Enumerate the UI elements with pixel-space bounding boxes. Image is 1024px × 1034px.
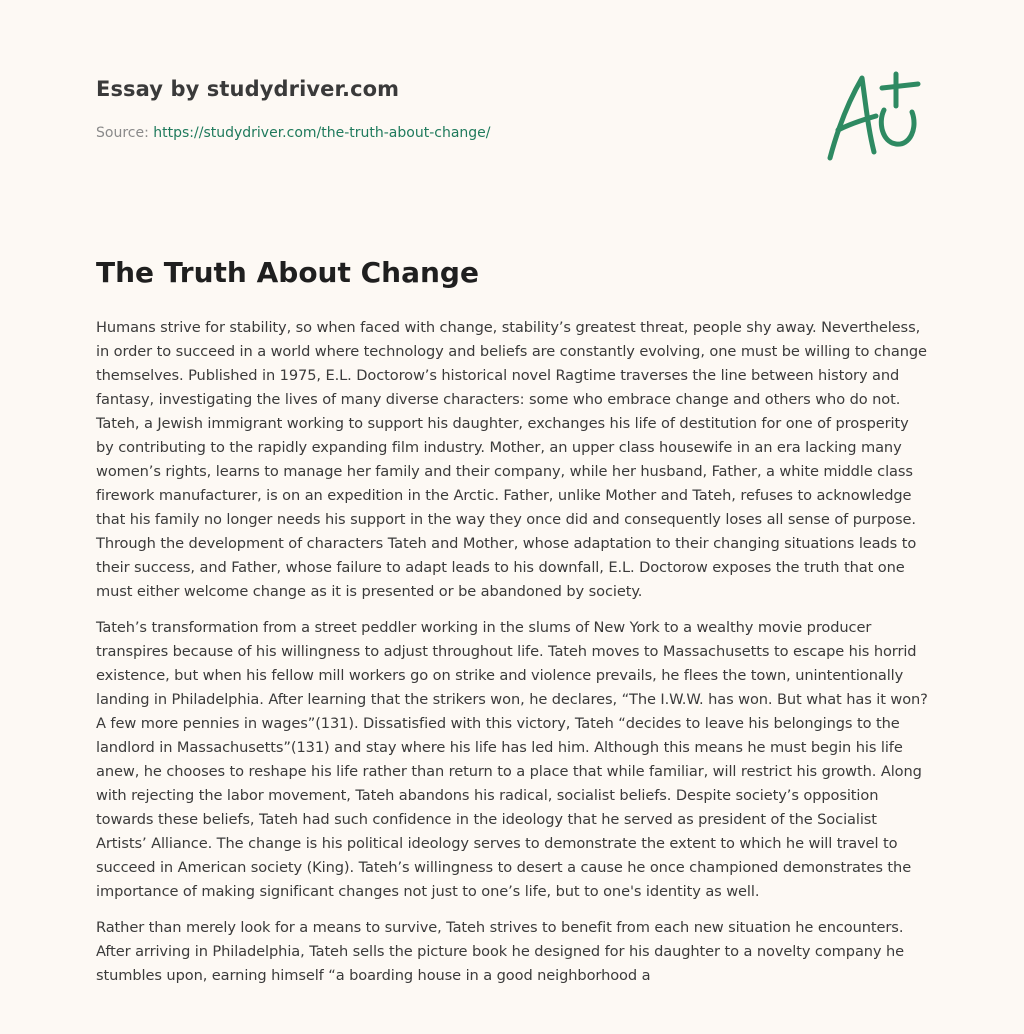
source-line bbox=[96, 125, 491, 141]
source-label: Source: bbox=[96, 125, 149, 141]
essay-body bbox=[96, 316, 930, 1000]
essay-title: The Truth About Change bbox=[96, 256, 479, 289]
essay-paragraph-3: Rather than merely look for a means to survive, Tateh strives to benefit from each new situation he encounters. After arriving in Philadelphia, Tateh sells the picture book he designed for his daughter to a novelty company he stumbles upon, earning himself “a boarding house in a good neighborhood a bbox=[96, 919, 905, 984]
source-link[interactable]: https://studydriver.com/the-truth-about-change/ bbox=[153, 125, 491, 141]
a-plus-grade-icon bbox=[822, 66, 932, 166]
site-header-title: Essay by studydriver.com bbox=[96, 77, 400, 101]
essay-paragraph-1: Humans strive for stability, so when faced with change, stability’s greatest threat, people shy away. Nevertheless, in order to succeed in a world where technology and beliefs are constantly evolving, one must be willing to change themselves. Published in 1975, E.L. Doctorow’s historical novel Ragtime traverses the line between history and fantasy, investigating the lives of many diverse characters: some who embrace change and others who do not. Tateh, a Jewish immigrant working to support his daughter, exchanges his life of destitution for one of prosperity by contributing to the rapidly expanding film industry. Mother, an upper class housewife in an era lacking many women’s rights, learns to manage her family and their company, while her husband, Father, a white middle class firework manufacturer, is on an expedition in the Arctic. Father, unlike Mother and Tateh, refuses to acknowledge that his family no longer needs his support in the way they once did and consequently loses all sense of purpose. Through the development of characters Tateh and Mother, whose adaptation to their changing situations leads to their success, and Father, whose failure to adapt leads to his downfall, E.L. Doctorow exposes the truth that one must either welcome change as it is presented or be abandoned by society. bbox=[96, 319, 927, 600]
essay-paragraph-2: Tateh’s transformation from a street peddler working in the slums of New York to a wealthy movie producer transpires because of his willingness to adjust throughout life. Tateh moves to Massachusetts to escape his horrid existence, but when his fellow mill workers go on strike and violence prevails, he flees the town, unintentionally landing in Philadelphia. After learning that the strikers won, he declares, “The I.W.W. has won. But what has it won? A few more pennies in wages”(131). Dissatisfied with this victory, Tateh “decides to leave his belongings to the landlord in Massachusetts”(131) and stay where his life has led him. Although this means he must begin his life anew, he chooses to reshape his life rather than return to a place that while familiar, will restrict his growth. Along with rejecting the labor movement, Tateh abandons his radical, socialist beliefs. Despite society’s opposition towards these beliefs, Tateh had such confidence in the ideology that he served as president of the Socialist Artists’ Alliance. The change is his political ideology serves to demonstrate the extent to which he will travel to succeed in American society (King). Tateh’s willingness to desert a cause he once championed demonstrates the importance of making significant changes not just to one’s life, but to one's identity as well. bbox=[96, 619, 928, 900]
